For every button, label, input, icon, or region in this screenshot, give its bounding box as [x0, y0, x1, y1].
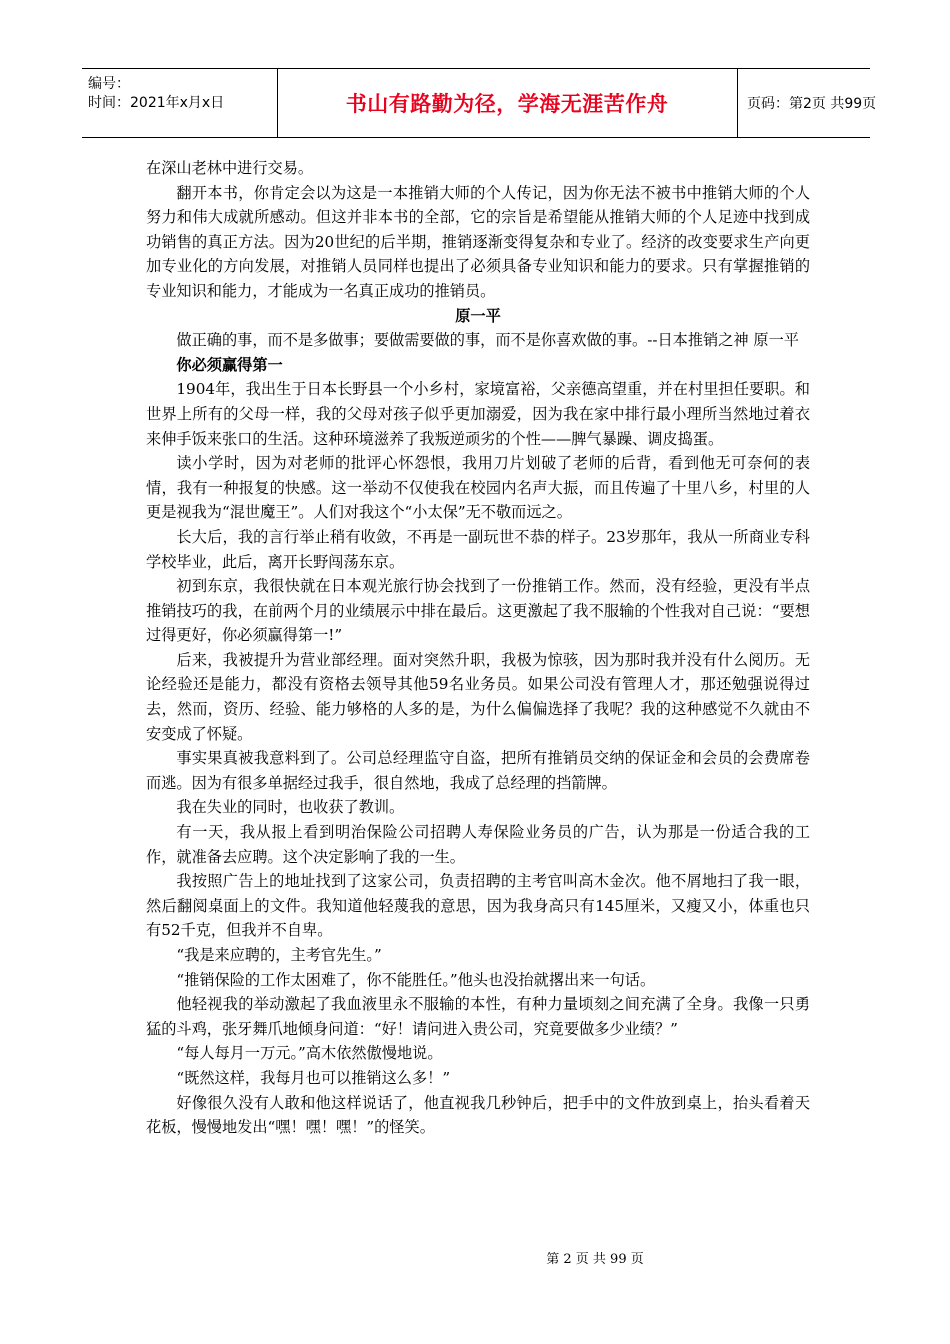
paragraph: 后来，我被提升为营业部经理。面对突然升职，我极为惊骇，因为那时我并没有什么阅历。无论经验还是能力，都没有资格去领导其他59名业务员。如果公司没有管理人才，那还勉强说得过去，然而，资历、经验、能力够格的人多的是，为什么偏偏选择了我呢？我的这种感觉不久就由不安变成了怀疑。: [146, 650, 810, 743]
paragraph: “既然这样，我每月也可以推销这么多！”: [176, 1068, 451, 1087]
quote-paragraph: 做正确的事，而不是多做事；要做需要做的事，而不是你喜欢做的事。--日本推销之神 原一平: [176, 331, 799, 350]
header-number-label: 编号：: [88, 76, 130, 92]
paragraph: 长大后，我的言行举止稍有收敛，不再是一副玩世不恭的样子。23岁那年，我从一所商业专科学校毕业，此后，离开长野闯荡东京。: [146, 527, 810, 571]
section-heading: 原一平: [455, 306, 501, 325]
header-motto: 书山有路勤为径，学海无涯苦作舟: [345, 92, 669, 116]
header-page-label: 页码：第2页 共99页: [747, 96, 877, 112]
paragraph: 读小学时，因为对老师的批评心怀怨恨，我用刀片划破了老师的后背，看到他无可奈何的表情，我有一种报复的快感。这一举动不仅使我在校园内名声大振，而且传遍了十里八乡，村里的人更是视我为“混世魔王”。人们对我这个“小太保”无不敬而远之。: [146, 454, 810, 522]
paragraph: 好像很久没有人敢和他这样说话了，他直视我几秒钟后，把手中的文件放到桌上，抬头看着天花板，慢慢地发出“嘿！嘿！嘿！”的怪笑。: [146, 1093, 810, 1137]
footer-page-number: 第 2 页 共 99 页: [546, 1252, 644, 1267]
header-page-cell: [737, 69, 880, 137]
paragraph: 他轻视我的举动激起了我血液里永不服输的本性，有种力量顷刻之间充满了全身。我像一只勇猛的斗鸡，张牙舞爪地倾身问道：“好！请问进入贵公司，究竟要做多少业绩？”: [146, 995, 810, 1038]
paragraph: 有一天，我从报上看到明治保险公司招聘人寿保险业务员的广告，认为那是一份适合我的工作，就准备去应聘。这个决定影响了我的一生。: [146, 823, 810, 866]
paragraph: “我是来应聘的，主考官先生。”: [176, 946, 382, 964]
paragraph: 1904年，我出生于日本长野县一个小乡村，家境富裕，父亲德高望重，并在村里担任要职。和世界上所有的父母一样，我的父母对孩子似乎更加溺爱，因为我在家中排行最小理所当然地过着衣来伸手饭来张口的生活。这种环境滋养了我叛逆顽劣的个性——脾气暴躁、调皮捣蛋。: [146, 380, 810, 448]
header-time-label: 时间：2021年x月x日: [88, 95, 225, 111]
subsection-heading: 你必须赢得第一: [176, 355, 283, 374]
paragraph: 我在失业的同时，也收获了教训。: [176, 798, 405, 817]
paragraph: 事实果真被我意料到了。公司总经理监守自盗，把所有推销员交纳的保证金和会员的会费席卷而逃。因为有很多单据经过我手，很自然地，我成了总经理的挡箭牌。: [146, 749, 810, 792]
header-motto-cell: [277, 69, 738, 137]
paragraph: “每人每月一万元。”高木依然傲慢地说。: [176, 1044, 443, 1063]
paragraph: 我按照广告上的地址找到了这家公司，负责招聘的主考官叫高木金次。他不屑地扫了我一眼，然后翻阅桌面上的文件。我知道他轻蔑我的意思，因为我身高只有145厘米，又瘦又小，体重也只有52千克，但我并不自卑。: [146, 872, 810, 940]
paragraph: “推销保险的工作太困难了，你不能胜任。”他头也没抬就撂出来一句话。: [176, 970, 656, 989]
paragraph: 翻开本书，你肯定会以为这是一本推销大师的个人传记，因为你无法不被书中推销大师的个人努力和伟大成就所感动。但这并非本书的全部，它的宗旨是希望能从推销大师的个人足迹中找到成功销售的真正方法。因为20世纪的后半期，推销逐渐变得复杂和专业了。经济的改变要求生产向更加专业化的方向发展，对推销人员同样也提出了必须具备专业知识和能力的要求。只有掌握推销的专业知识和能力，才能成为一名真正成功的推销员。: [146, 183, 810, 300]
paragraph: 在深山老林中进行交易。: [146, 159, 314, 177]
page-footer: [0, 1248, 950, 1267]
paragraph: 初到东京，我很快就在日本观光旅行协会找到了一份推销工作。然而，没有经验，更没有半点推销技巧的我，在前两个月的业绩展示中排在最后。这更激起了我不服输的个性我对自己说：“要想过得更好，你必须赢得第一!”: [146, 577, 810, 645]
page-header: [82, 68, 877, 138]
header-meta: [82, 69, 278, 137]
document-body: [146, 156, 810, 1140]
